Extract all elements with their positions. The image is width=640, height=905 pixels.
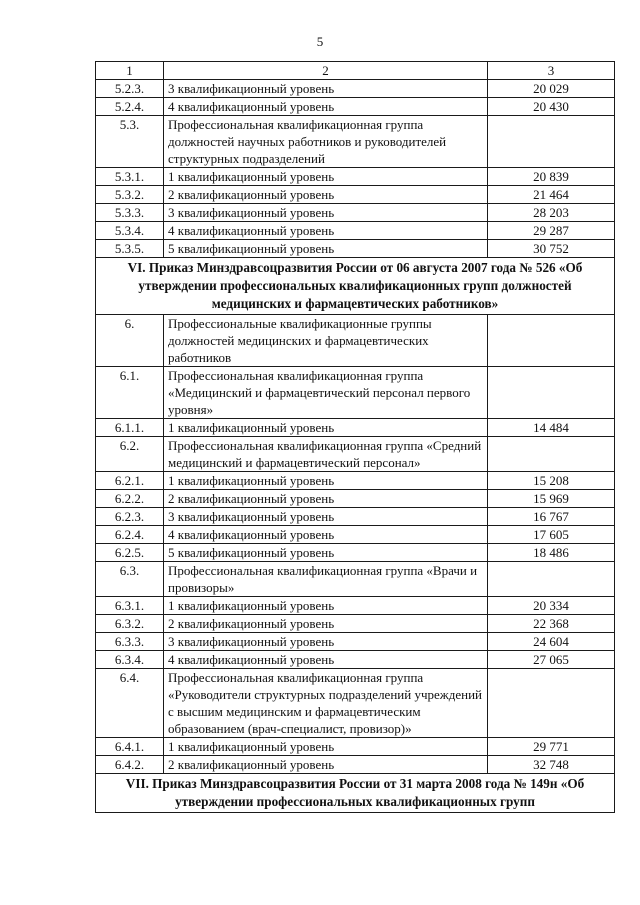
- row-number: 6.3.3.: [96, 633, 164, 651]
- row-name: 4 квалификационный уровень: [164, 651, 488, 669]
- section-heading-vi-row: [96, 258, 615, 315]
- column-header-name: 2: [164, 62, 488, 80]
- row-number: 6.3.4.: [96, 651, 164, 669]
- page-number: 5: [316, 34, 324, 49]
- table-row: [96, 472, 615, 490]
- row-name: Профессиональная квалификационная группа «Медицинский и фармацевтический персонал первого уровня»: [164, 367, 488, 419]
- row-name: Профессиональная квалификационная группа «Средний медицинский и фармацевтический персонал»: [164, 437, 488, 472]
- row-value: 14 484: [488, 419, 615, 437]
- table-row: [96, 615, 615, 633]
- row-value: 16 767: [488, 508, 615, 526]
- table-row: [96, 633, 615, 651]
- row-value: [488, 367, 615, 419]
- row-value: 32 748: [488, 756, 615, 774]
- row-value: [488, 437, 615, 472]
- table-header-row: [96, 62, 615, 80]
- row-name: Профессиональная квалификационная группа «Руководители структурных подразделений учреждений с высшим медицинским и фармацевтическим образованием (врач-специалист, провизор)»: [164, 669, 488, 738]
- row-name: 1 квалификационный уровень: [164, 472, 488, 490]
- row-name: 1 квалификационный уровень: [164, 597, 488, 615]
- column-header-value: 3: [488, 62, 615, 80]
- row-name: 5 квалификационный уровень: [164, 544, 488, 562]
- table-row: [96, 222, 615, 240]
- row-name: 2 квалификационный уровень: [164, 186, 488, 204]
- row-value: [488, 315, 615, 367]
- row-number: 6.1.1.: [96, 419, 164, 437]
- table-row: [96, 240, 615, 258]
- row-number: 6.1.: [96, 367, 164, 419]
- table-row: [96, 437, 615, 472]
- section-heading-vi: VI. Приказ Минздравсоцразвития России от 06 августа 2007 года № 526 «Об утверждении профессиональных квалификационных групп должностей медицинских и фармацевтических работников»: [96, 258, 615, 315]
- row-number: 5.3.3.: [96, 204, 164, 222]
- table-row: [96, 544, 615, 562]
- row-name: 4 квалификационный уровень: [164, 222, 488, 240]
- row-name: Профессиональная квалификационная группа должностей научных работников и руководителей структурных подразделений: [164, 116, 488, 168]
- table-row: [96, 490, 615, 508]
- table-row: [96, 168, 615, 186]
- row-number: 6.2.2.: [96, 490, 164, 508]
- row-name: 3 квалификационный уровень: [164, 204, 488, 222]
- row-number: 6.2.3.: [96, 508, 164, 526]
- row-value: 27 065: [488, 651, 615, 669]
- row-value: 20 029: [488, 80, 615, 98]
- row-number: 5.3.2.: [96, 186, 164, 204]
- row-number: 5.2.4.: [96, 98, 164, 116]
- table-row: [96, 756, 615, 774]
- table-row: [96, 98, 615, 116]
- row-number: 6.2.5.: [96, 544, 164, 562]
- row-value: [488, 562, 615, 597]
- row-name: 2 квалификационный уровень: [164, 490, 488, 508]
- row-number: 6.4.1.: [96, 738, 164, 756]
- table-row: [96, 508, 615, 526]
- salary-table: [95, 61, 615, 813]
- row-value: 18 486: [488, 544, 615, 562]
- row-value: 21 464: [488, 186, 615, 204]
- row-value: 28 203: [488, 204, 615, 222]
- row-name: 2 квалификационный уровень: [164, 756, 488, 774]
- row-number: 6.2.: [96, 437, 164, 472]
- row-number: 5.3.1.: [96, 168, 164, 186]
- table-row: [96, 367, 615, 419]
- table-row: [96, 80, 615, 98]
- row-number: 5.3.5.: [96, 240, 164, 258]
- row-name: 3 квалификационный уровень: [164, 633, 488, 651]
- table-row: [96, 204, 615, 222]
- row-name: 4 квалификационный уровень: [164, 98, 488, 116]
- row-number: 6.3.: [96, 562, 164, 597]
- row-name: 3 квалификационный уровень: [164, 80, 488, 98]
- row-value: [488, 669, 615, 738]
- table-row: [96, 562, 615, 597]
- row-number: 5.3.: [96, 116, 164, 168]
- row-value: 24 604: [488, 633, 615, 651]
- row-name: 5 квалификационный уровень: [164, 240, 488, 258]
- row-name: 4 квалификационный уровень: [164, 526, 488, 544]
- row-number: 6.2.1.: [96, 472, 164, 490]
- row-name: 3 квалификационный уровень: [164, 508, 488, 526]
- row-value: 22 368: [488, 615, 615, 633]
- table-row: [96, 651, 615, 669]
- row-value: 15 208: [488, 472, 615, 490]
- row-number: 6.4.2.: [96, 756, 164, 774]
- row-value: 30 752: [488, 240, 615, 258]
- table-row: [96, 738, 615, 756]
- row-name: 1 квалификационный уровень: [164, 419, 488, 437]
- row-value: 20 839: [488, 168, 615, 186]
- row-number: 6.3.1.: [96, 597, 164, 615]
- row-value: 20 430: [488, 98, 615, 116]
- section-heading-vii-row: [96, 774, 615, 813]
- row-name: Профессиональные квалификационные группы должностей медицинских и фармацевтических работников: [164, 315, 488, 367]
- table-row: [96, 597, 615, 615]
- row-value: 15 969: [488, 490, 615, 508]
- row-name: 2 квалификационный уровень: [164, 615, 488, 633]
- row-value: 17 605: [488, 526, 615, 544]
- row-value: [488, 116, 615, 168]
- table-row: [96, 669, 615, 738]
- table-row: [96, 315, 615, 367]
- row-number: 5.2.3.: [96, 80, 164, 98]
- row-number: 6.4.: [96, 669, 164, 738]
- table-row: [96, 116, 615, 168]
- row-name: 1 квалификационный уровень: [164, 738, 488, 756]
- column-header-number: 1: [96, 62, 164, 80]
- row-number: 6.3.2.: [96, 615, 164, 633]
- row-number: 6.2.4.: [96, 526, 164, 544]
- table-row: [96, 526, 615, 544]
- section-heading-vii: VII. Приказ Минздравсоцразвития России от 31 марта 2008 года № 149н «Об утверждении профессиональных квалификационных групп: [96, 774, 615, 813]
- row-name: Профессиональная квалификационная группа «Врачи и провизоры»: [164, 562, 488, 597]
- row-name: 1 квалификационный уровень: [164, 168, 488, 186]
- row-number: 5.3.4.: [96, 222, 164, 240]
- row-value: 29 287: [488, 222, 615, 240]
- table-row: [96, 419, 615, 437]
- table-row: [96, 186, 615, 204]
- row-value: 29 771: [488, 738, 615, 756]
- row-value: 20 334: [488, 597, 615, 615]
- row-number: 6.: [96, 315, 164, 367]
